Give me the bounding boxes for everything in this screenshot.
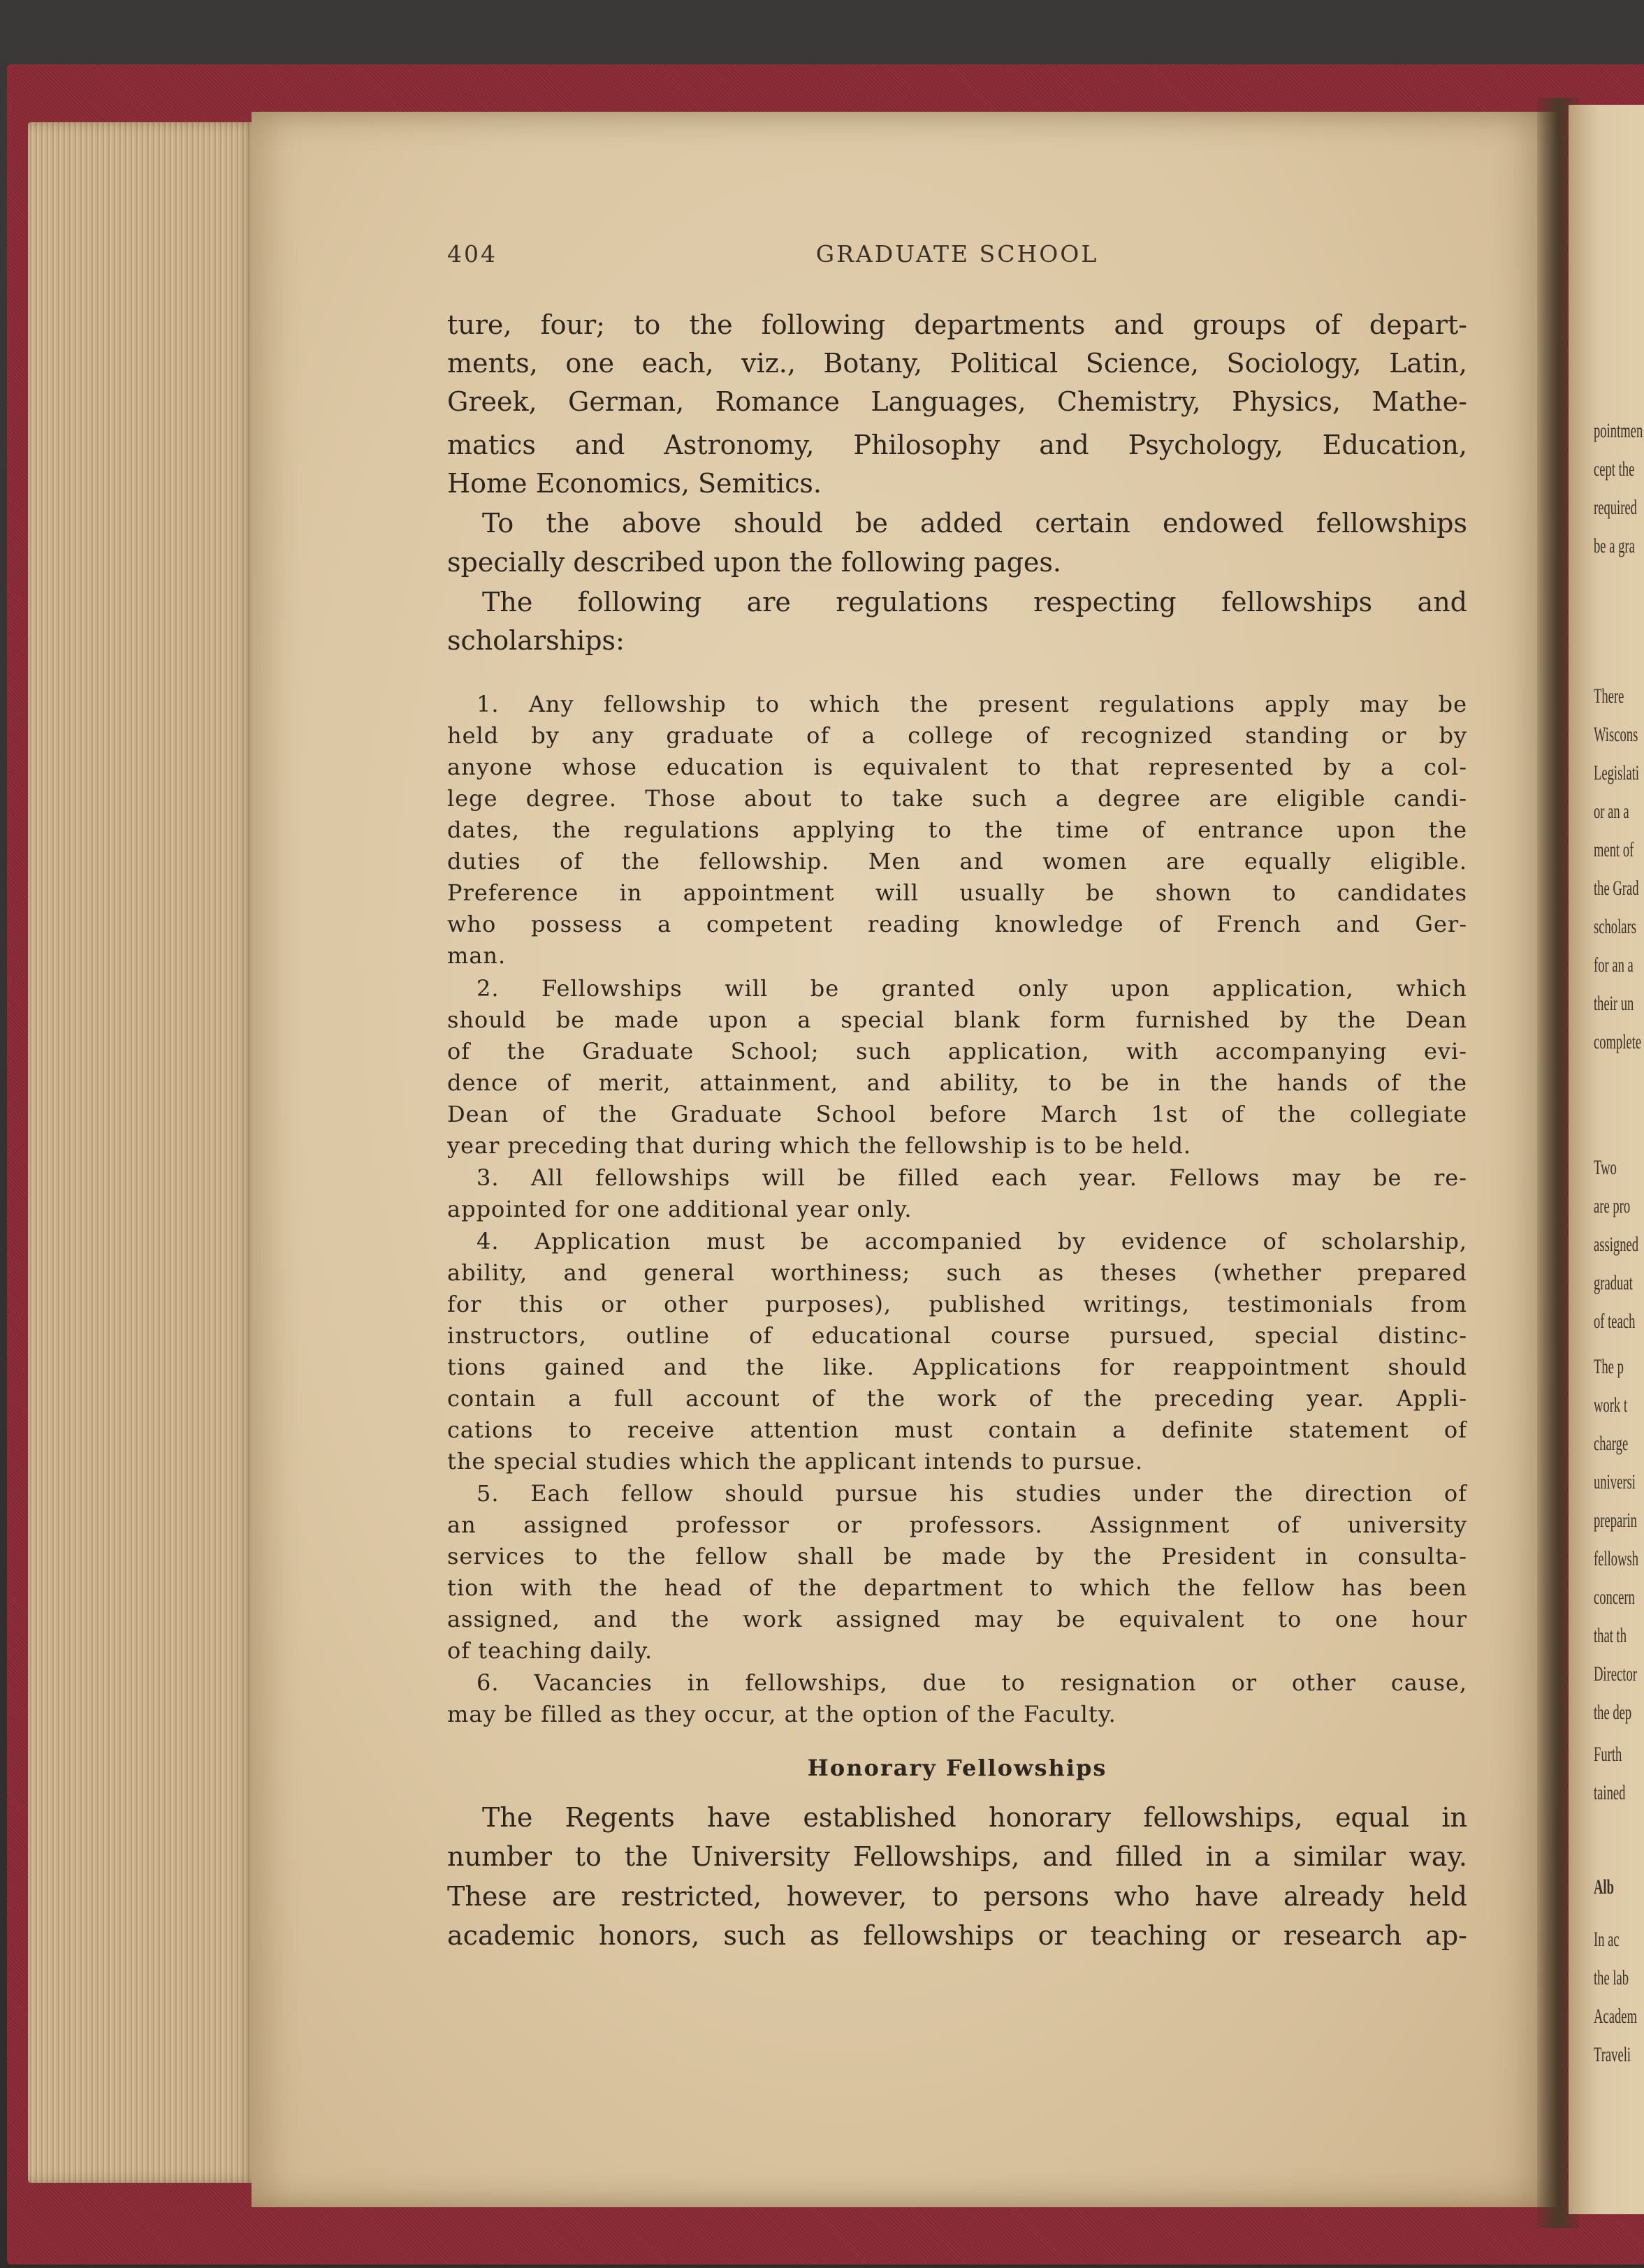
- facing-line: ment of: [1594, 838, 1634, 861]
- regulation-line: tion with the head of the department to which the fellow has been: [447, 1574, 1467, 1601]
- regulation-line: services to the fellow shall be made by the President in consulta-: [447, 1543, 1467, 1570]
- facing-line: or an a: [1594, 800, 1629, 823]
- regulation-line: held by any graduate of a college of recognized standing or by: [447, 722, 1467, 749]
- regulation-line: lege degree. Those about to take such a degree are eligible candi-: [447, 785, 1467, 812]
- section-title: GRADUATE SCHOOL: [815, 240, 1099, 268]
- regulation-line: dence of merit, attainment, and ability, to be in the hands of the: [447, 1069, 1467, 1096]
- facing-line: preparin: [1594, 1509, 1637, 1532]
- facing-page: [1569, 105, 1644, 2214]
- body-line: ments, one each, viz., Botany, Political Science, Sociology, Latin,: [447, 348, 1467, 379]
- body-line: academic honors, such as fellowships or teaching or research ap-: [447, 1920, 1467, 1951]
- regulation-line: may be filled as they occur, at the option of the Faculty.: [447, 1701, 1116, 1727]
- facing-line: pointmen: [1594, 419, 1643, 442]
- facing-line: of teach: [1594, 1310, 1636, 1333]
- regulation-line: contain a full account of the work of the preceding year. Appli-: [447, 1385, 1467, 1412]
- page-edges: [28, 122, 259, 2183]
- facing-line: Wiscons: [1594, 723, 1638, 746]
- regulation-line: cations to receive attention must contain a definite statement of: [447, 1417, 1467, 1443]
- facing-line: are pro: [1594, 1194, 1631, 1217]
- regulation-line: an assigned professor or professors. Assignment of university: [447, 1512, 1467, 1538]
- body-line: To the above should be added certain endowed fellowships: [482, 508, 1467, 539]
- regulation-line: year preceding that during which the fellowship is to be held.: [447, 1132, 1192, 1159]
- body-line: Greek, German, Romance Languages, Chemistry, Physics, Mathe-: [447, 386, 1467, 417]
- body-line: Home Economics, Semitics.: [447, 468, 822, 499]
- regulation-line: for this or other purposes), published writings, testimonials from: [447, 1291, 1467, 1317]
- facing-line: the Grad: [1594, 877, 1639, 900]
- facing-line: that th: [1594, 1624, 1627, 1647]
- regulation-line: tions gained and the like. Applications for reappointment should: [447, 1354, 1467, 1380]
- regulation-line: dates, the regulations applying to the time of entrance upon the: [447, 817, 1467, 843]
- regulation-line: ability, and general worthiness; such as theses (whether prepared: [447, 1259, 1467, 1286]
- regulation-line: appointed for one additional year only.: [447, 1196, 912, 1222]
- body-line: The following are regulations respecting fellowships and: [482, 587, 1467, 617]
- section-heading: Honorary Fellowships: [807, 1755, 1107, 1781]
- facing-line: Alb: [1594, 1875, 1614, 1898]
- facing-line: The p: [1594, 1355, 1624, 1378]
- regulation-line: man.: [447, 942, 507, 969]
- facing-line: charge: [1594, 1432, 1629, 1455]
- regulation-line: 1. Any fellowship to which the present regulations apply may be: [477, 691, 1467, 717]
- facing-line: fellowsh: [1594, 1547, 1639, 1570]
- facing-line: Legislati: [1594, 761, 1640, 784]
- regulation-line: of the Graduate School; such application, with accompanying evi-: [447, 1038, 1467, 1065]
- regulation-line: of teaching daily.: [447, 1637, 653, 1664]
- body-line: specially described upon the following pages.: [447, 547, 1061, 578]
- facing-line: assigned: [1594, 1233, 1639, 1256]
- facing-line: universi: [1594, 1470, 1636, 1493]
- facing-line: scholars: [1594, 915, 1636, 938]
- facing-line: Furth: [1594, 1743, 1622, 1766]
- page-number: 404: [447, 240, 497, 268]
- facing-line: There: [1594, 685, 1624, 708]
- regulation-line: 4. Application must be accompanied by evidence of scholarship,: [477, 1228, 1467, 1254]
- regulation-line: who possess a competent reading knowledge of French and Ger-: [447, 911, 1467, 937]
- regulation-line: the special studies which the applicant intends to pursue.: [447, 1448, 1144, 1475]
- body-line: The Regents have established honorary fellowships, equal in: [482, 1802, 1467, 1833]
- body-line: These are restricted, however, to persons who have already held: [447, 1881, 1467, 1912]
- regulation-line: 5. Each fellow should pursue his studies under the direction of: [477, 1480, 1467, 1507]
- regulation-line: assigned, and the work assigned may be equivalent to one hour: [447, 1606, 1467, 1632]
- facing-line: graduat: [1594, 1271, 1633, 1294]
- facing-line: the dep: [1594, 1701, 1632, 1724]
- regulation-line: Dean of the Graduate School before March 1st of the collegiate: [447, 1101, 1467, 1127]
- regulation-line: 2. Fellowships will be granted only upon application, which: [477, 975, 1467, 1002]
- body-line: matics and Astronomy, Philosophy and Psychology, Education,: [447, 430, 1467, 460]
- regulation-line: Preference in appointment will usually be shown to candidates: [447, 879, 1467, 906]
- regulation-line: anyone whose education is equivalent to that represented by a col-: [447, 754, 1467, 780]
- facing-line: Traveli: [1594, 2043, 1631, 2066]
- facing-line: for an a: [1594, 953, 1634, 976]
- regulation-line: duties of the fellowship. Men and women are equally eligible.: [447, 848, 1467, 875]
- regulation-line: should be made upon a special blank form furnished by the Dean: [447, 1007, 1467, 1033]
- body-line: scholarships:: [447, 625, 625, 656]
- facing-line: work t: [1594, 1393, 1628, 1417]
- facing-line: complete: [1594, 1030, 1642, 1053]
- regulation-line: 3. All fellowships will be filled each year. Fellows may be re-: [477, 1164, 1467, 1191]
- facing-line: be a gra: [1594, 534, 1635, 557]
- regulation-line: instructors, outline of educational course pursued, special distinc-: [447, 1322, 1467, 1349]
- facing-line: cept the: [1594, 458, 1635, 481]
- body-line: number to the University Fellowships, and filled in a similar way.: [447, 1841, 1467, 1872]
- facing-line: In ac: [1594, 1928, 1620, 1951]
- facing-line: the lab: [1594, 1966, 1629, 1989]
- facing-line: their un: [1594, 992, 1634, 1015]
- facing-line: Academ: [1594, 2005, 1637, 2028]
- facing-line: tained: [1594, 1781, 1626, 1804]
- body-line: ture, four; to the following departments and groups of depart-: [447, 309, 1467, 340]
- facing-line: concern: [1594, 1586, 1635, 1609]
- facing-line: Two: [1594, 1156, 1617, 1179]
- facing-line: Director: [1594, 1662, 1637, 1685]
- regulation-line: 6. Vacancies in fellowships, due to resignation or other cause,: [477, 1669, 1467, 1696]
- running-head: [447, 240, 1467, 271]
- facing-line: required: [1594, 496, 1637, 519]
